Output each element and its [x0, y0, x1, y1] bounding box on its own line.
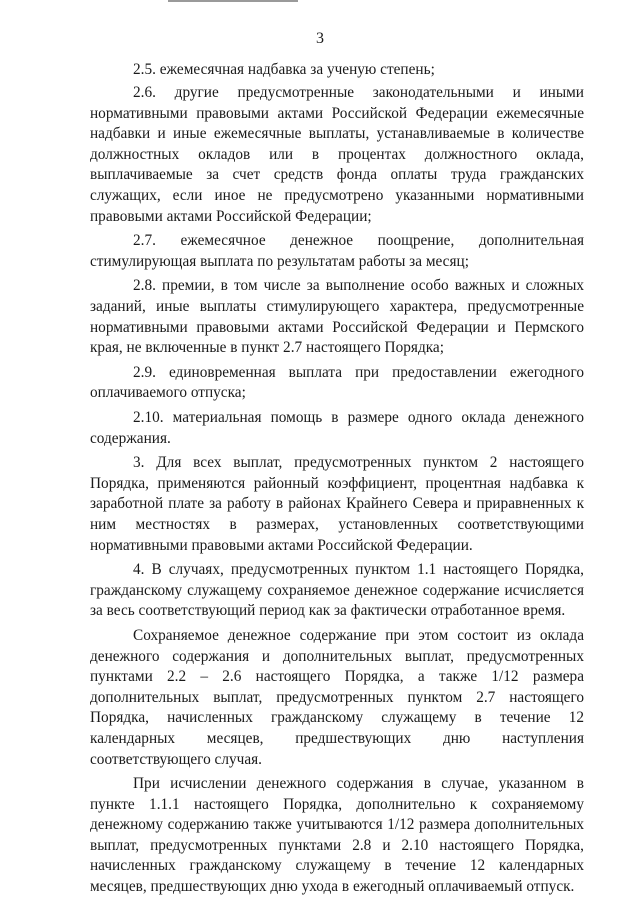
page-number: 3 — [316, 30, 324, 47]
paragraph-2-6: 2.6. другие предусмотренные законодательными и иными нормативными правовыми актами Российской Федерации ежемесячные надбавки и иные ежемесячные выплаты, устанавливаемые в количестве должностных окладов или в процентах должностного оклада, выплачиваемые за счет средств фонда оплаты труда гражданских служащих, если иное не предусмотрено указанными нормативными правовыми актами Российской Федерации; — [90, 84, 584, 225]
paragraph-2-7: 2.7. ежемесячное денежное поощрение, дополнительная стимулирующая выплата по результатам работы за месяц; — [90, 232, 584, 270]
paragraph-2-5: 2.5. ежемесячная надбавка за ученую степень; — [133, 61, 435, 78]
paragraph-2-10: 2.10. материальная помощь в размере одного оклада денежного содержания. — [90, 409, 584, 447]
paragraph-2-9: 2.9. единовременная выплата при предоставлении ежегодного оплачиваемого отпуска; — [90, 363, 584, 402]
paragraph-4: 4. В случаях, предусмотренных пунктом 1.1 настоящего Порядка, гражданскому служащему сохраняемое денежное содержание исчисляется за весь соответствующий период как за фактически отработанное время. — [90, 561, 584, 620]
top-edge-rule — [168, 0, 298, 2]
paragraph-saved-salary: Сохраняемое денежное содержание при этом состоит из оклада денежного содержания и дополнительных выплат, предусмотренных пунктами 2.2 – 2.6 настоящего Порядка, а также 1/12 размера дополнительных выплат, предусмотренных пунктом 2.7 настоящего Порядка, начисленных гражданскому служащему в течение 12 календарных месяцев, предшествующих дню наступления соответствующего случая. — [90, 626, 584, 768]
document-body — [90, 60, 584, 900]
paragraph-3: 3. Для всех выплат, предусмотренных пунктом 2 настоящего Порядка, применяются районный коэффициент, процентная надбавка к заработной плате за работу в районах Крайнего Севера и приравненных к ним местностях в размерах, установленных соответствующими нормативными правовыми актами Российской Федерации. — [90, 454, 584, 554]
paragraph-2-8: 2.8. премии, в том числе за выполнение особо важных и сложных заданий, иные выплаты стимулирующего характера, предусмотренные нормативными правовыми актами Российской Федерации и Пермского края, не включенные в пункт 2.7 настоящего Порядка; — [90, 277, 584, 357]
paragraph-calculation: При исчислении денежного содержания в случае, указанном в пункте 1.1.1 настоящего Порядка, дополнительно к сохраняемому денежному содержанию также учитываются 1/12 размера дополнительных выплат, предусмотренных пунктами 2.8 и 2.10 настоящего Порядка, начисленных гражданскому служащему в течение 12 календарных месяцев, предшествующих дню ухода в ежегодный оплачиваемый отпуск. — [90, 775, 584, 896]
